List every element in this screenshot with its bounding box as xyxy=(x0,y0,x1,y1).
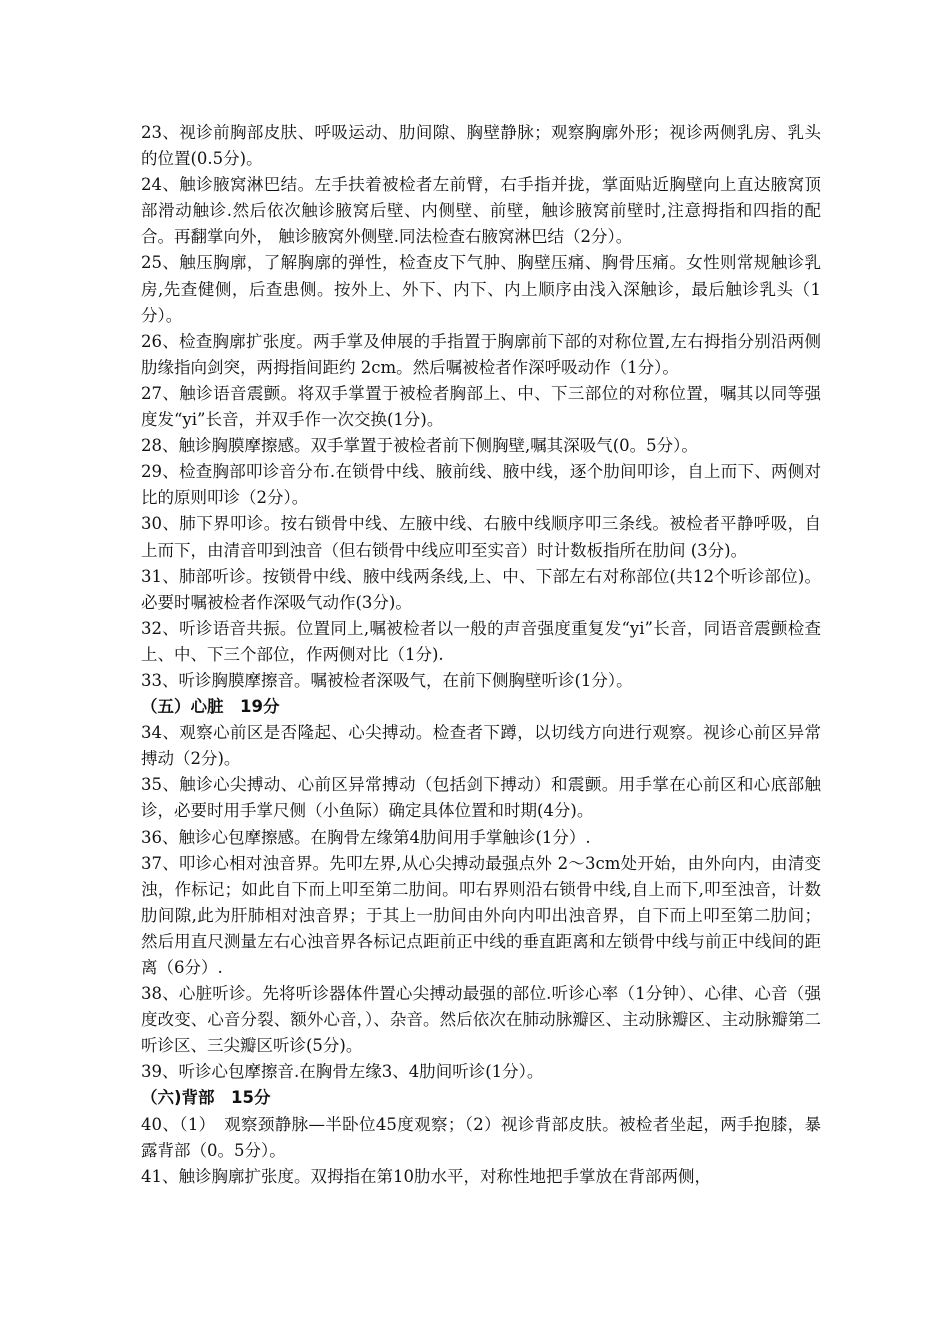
document-page xyxy=(141,120,821,1190)
paragraph: 23、视诊前胸部皮肤、呼吸运动、肋间隙、胸壁静脉；观察胸廓外形；视诊两侧乳房、乳头的位置(0.5分)。 xyxy=(141,123,821,169)
paragraph: 33、听诊胸膜摩擦音。嘱被检者深吸气，在前下侧胸壁听诊(1分）。 xyxy=(141,670,633,690)
paragraph: 39、听诊心包摩擦音.在胸骨左缘3、4肋间听诊(1分）。 xyxy=(141,1062,544,1082)
section-heading: （六)背部 15分 xyxy=(141,1088,271,1108)
paragraph: 37、叩诊心相对浊音界。先叩左界,从心尖搏动最强点外 2～3cm处开始，由外向内，由清变浊，作标记；如此自下而上叩至第二肋间。叩右界则沿右锁骨中线,自上而下,叩至浊音，计数肋间隙,此为肝肺相对浊音界；于其上一肋间由外向内叩出浊音界，自下而上叩至第二肋间；然后用直尺测量左右心浊音界各标记点距前正中线的垂直距离和左锁骨中线与前正中线间的距离（6分）. xyxy=(141,853,821,977)
paragraph: 32、听诊语音共振。位置同上,嘱被检者以一般的声音强度重复发“yi”长音，同语音震颤检查上、中、下三个部位，作两侧对比（1分). xyxy=(141,618,821,664)
paragraph: 31、肺部听诊。按锁骨中线、腋中线两条线,上、中、下部左右对称部位(共12个听诊部位)。必要时嘱被检者作深吸气动作(3分)。 xyxy=(141,566,821,612)
paragraph: 29、检查胸部叩诊音分布.在锁骨中线、腋前线、腋中线，逐个肋间叩诊，自上而下、两侧对比的原则叩诊（2分）。 xyxy=(141,462,821,508)
paragraph: 40、（1） 观察颈静脉—半卧位45度观察；（2）视诊背部皮肤。被检者坐起，两手抱膝，暴露背部（0。5分）。 xyxy=(141,1114,821,1160)
paragraph: 30、肺下界叩诊。按右锁骨中线、左腋中线、右腋中线顺序叩三条线。被检者平静呼吸，自上而下，由清音叩到浊音（但右锁骨中线应叩至实音）时计数板指所在肋间 (3分)。 xyxy=(141,514,821,560)
paragraph: 41、触诊胸廓扩张度。双拇指在第10肋水平，对称性地把手掌放在背部两侧， xyxy=(141,1166,711,1186)
paragraph: 27、触诊语音震颤。将双手掌置于被检者胸部上、中、下三部位的对称位置，嘱其以同等强度发“yi”长音，并双手作一次交换(1分)。 xyxy=(141,383,821,430)
paragraph: 25、触压胸廓，了解胸廓的弹性，检查皮下气肿、胸壁压痛、胸骨压痛。女性则常规触诊乳房,先查健侧，后查患侧。按外上、外下、内下、内上顺序由浅入深触诊，最后触诊乳头（1分）。 xyxy=(141,253,821,325)
paragraph: 26、检查胸廓扩张度。两手掌及伸展的手指置于胸廓前下部的对称位置,左右拇指分别沿两侧肋缘指向剑突，两拇指间距约 2cm。然后嘱被检者作深呼吸动作（1分）。 xyxy=(141,331,821,377)
paragraph: 34、观察心前区是否隆起、心尖搏动。检查者下蹲，以切线方向进行观察。视诊心前区异常搏动（2分)。 xyxy=(141,723,821,769)
paragraph: 38、心脏听诊。先将听诊器体件置心尖搏动最强的部位.听诊心率（1分钟）、心律、心音（强度改变、心音分裂、额外心音，）、杂音。然后依次在肺动脉瓣区、主动脉瓣区、主动脉瓣第二听诊区、三尖瓣区听诊(5分)。 xyxy=(141,984,821,1056)
paragraph: 35、触诊心尖搏动、心前区异常搏动（包括剑下搏动）和震颤。用手掌在心前区和心底部触诊，必要时用手掌尺侧（小鱼际）确定具体位置和时期(4分)。 xyxy=(141,775,821,821)
paragraph: 28、触诊胸膜摩擦感。双手掌置于被检者前下侧胸壁,嘱其深吸气(0。5分）。 xyxy=(141,436,698,456)
section-heading: （五）心脏 19分 xyxy=(141,697,280,717)
paragraph: 24、触诊腋窝淋巴结。左手扶着被检者左前臂，右手指并拢，掌面贴近胸壁向上直达腋窝顶部滑动触诊.然后依次触诊腋窝后壁、内侧壁、前壁，触诊腋窝前壁时,注意拇指和四指的配合。再翻掌向外， 触诊腋窝外侧壁.同法检查右腋窝淋巴结（2分）。 xyxy=(141,175,821,247)
paragraph: 36、触诊心包摩擦感。在胸骨左缘第4肋间用手掌触诊(1分）. xyxy=(141,827,591,847)
